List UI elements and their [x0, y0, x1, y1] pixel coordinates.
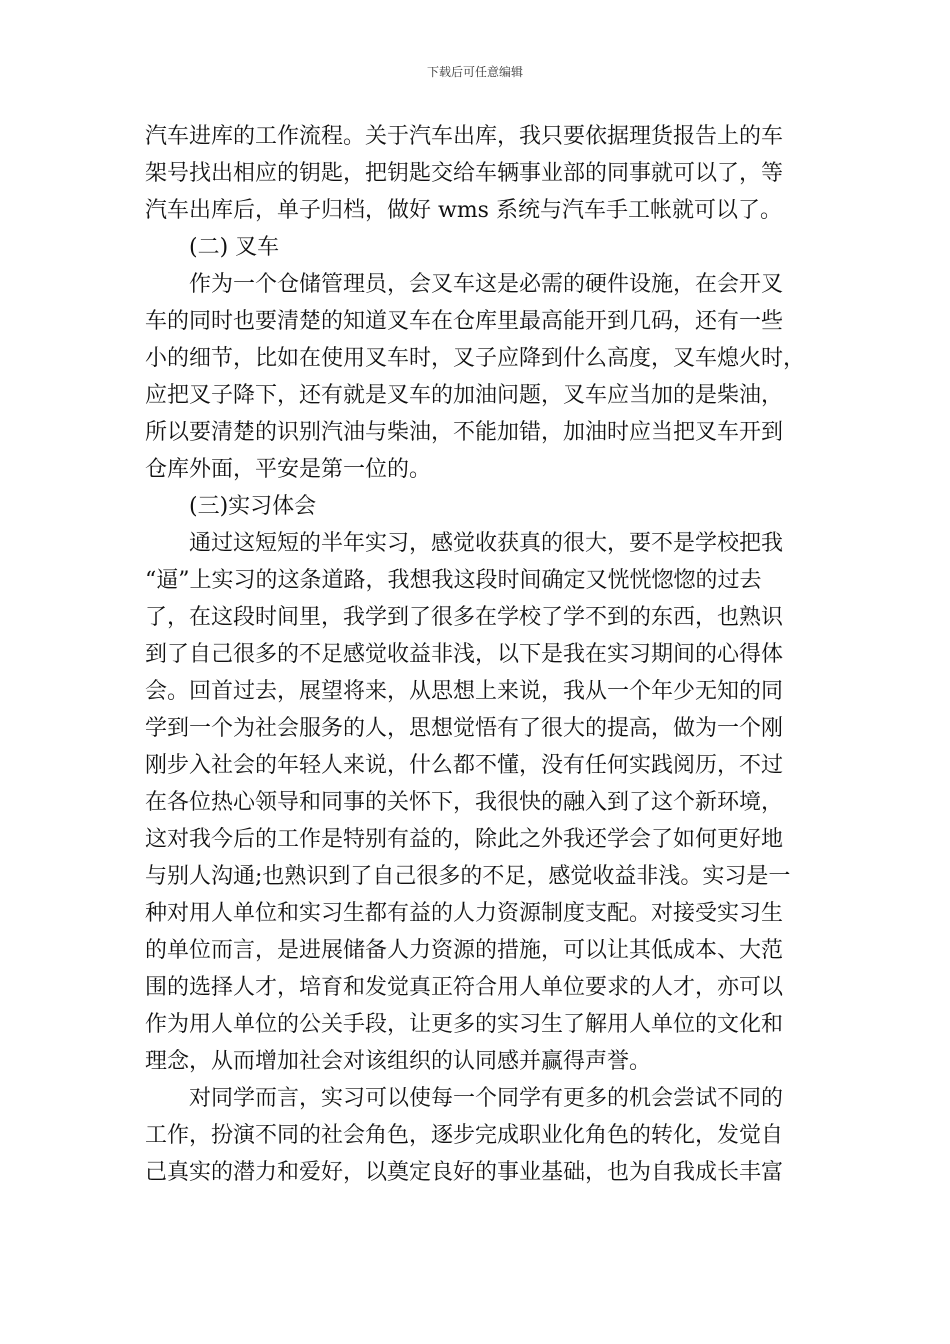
text-line: 这对我今后的工作是特别有益的，除此之外我还学会了如何更好地: [145, 827, 784, 852]
text-line: 作为一个仓储管理员，会叉车这是必需的硬件设施，在会开叉: [189, 272, 784, 297]
text-line: 仓库外面，平安是第一位的。: [145, 457, 432, 482]
text-line: “逼”上实习的这条道路，我想我这段时间确定又恍恍惚惚的过去: [145, 568, 762, 593]
text-line: 理念，从而增加社会对该组织的认同感并赢得声誉。: [145, 1049, 652, 1074]
text-line: 汽车出库后，单子归档，做好 wms 系统与汽车手工帐就可以了。: [145, 198, 782, 223]
text-line: 与别人沟通;也熟识到了自己很多的不足，感觉收益非浅。实习是一: [145, 864, 791, 889]
text-line: 车的同时也要清楚的知道叉车在仓库里最高能开到几码，还有一些: [145, 309, 784, 334]
text-line: 架号找出相应的钥匙，把钥匙交给车辆事业部的同事就可以了，等: [145, 161, 784, 186]
text-line: 了，在这段时间里，我学到了很多在学校了学不到的东西，也熟识: [145, 605, 784, 630]
text-line: 对同学而言，实习可以使每一个同学有更多的机会尝试不同的: [189, 1086, 784, 1111]
text-line: 会。回首过去，展望将来，从思想上来说，我从一个年少无知的同: [145, 679, 784, 704]
section-heading-internship-experience: (三)实习体会: [189, 494, 317, 519]
page-header: 下载后可任意编辑: [426, 65, 523, 79]
text-line: 应把叉子降下，还有就是叉车的加油问题，叉车应当加的是柴油，: [145, 383, 784, 408]
section-heading-forklift: (二) 叉车: [189, 235, 280, 260]
text-line: 学到一个为社会服务的人，思想觉悟有了很大的提高，做为一个刚: [145, 716, 784, 741]
text-line: 在各位热心领导和同事的关怀下，我很快的融入到了这个新环境，: [145, 790, 784, 815]
text-line: 所以要清楚的识别汽油与柴油，不能加错，加油时应当把叉车开到: [145, 420, 784, 445]
document-body: [145, 118, 820, 1191]
text-line: 汽车进库的工作流程。关于汽车出库，我只要依据理货报告上的车: [145, 124, 784, 149]
text-line: 刚步入社会的年轻人来说，什么都不懂，没有任何实践阅历，不过: [145, 753, 784, 778]
text-line: 作为用人单位的公关手段，让更多的实习生了解用人单位的文化和: [145, 1012, 784, 1037]
text-line: 小的细节，比如在使用叉车时，叉子应降到什么高度，叉车熄火时，: [145, 346, 806, 371]
text-line: 工作，扮演不同的社会角色，逐步完成职业化角色的转化，发觉自: [145, 1123, 784, 1148]
text-line: 种对用人单位和实习生都有益的人力资源制度支配。对接受实习生: [145, 901, 784, 926]
text-line: 到了自己很多的不足感觉收益非浅，以下是我在实习期间的心得体: [145, 642, 784, 667]
text-line: 围的选择人才，培育和发觉真正符合用人单位要求的人才，亦可以: [145, 975, 784, 1000]
text-line: 的单位而言，是进展储备人力资源的措施，可以让其低成本、大范: [145, 938, 784, 963]
text-line: 通过这短短的半年实习，感觉收获真的很大，要不是学校把我: [189, 531, 784, 556]
text-line: 己真实的潜力和爱好，以奠定良好的事业基础，也为自我成长丰富: [145, 1160, 784, 1185]
